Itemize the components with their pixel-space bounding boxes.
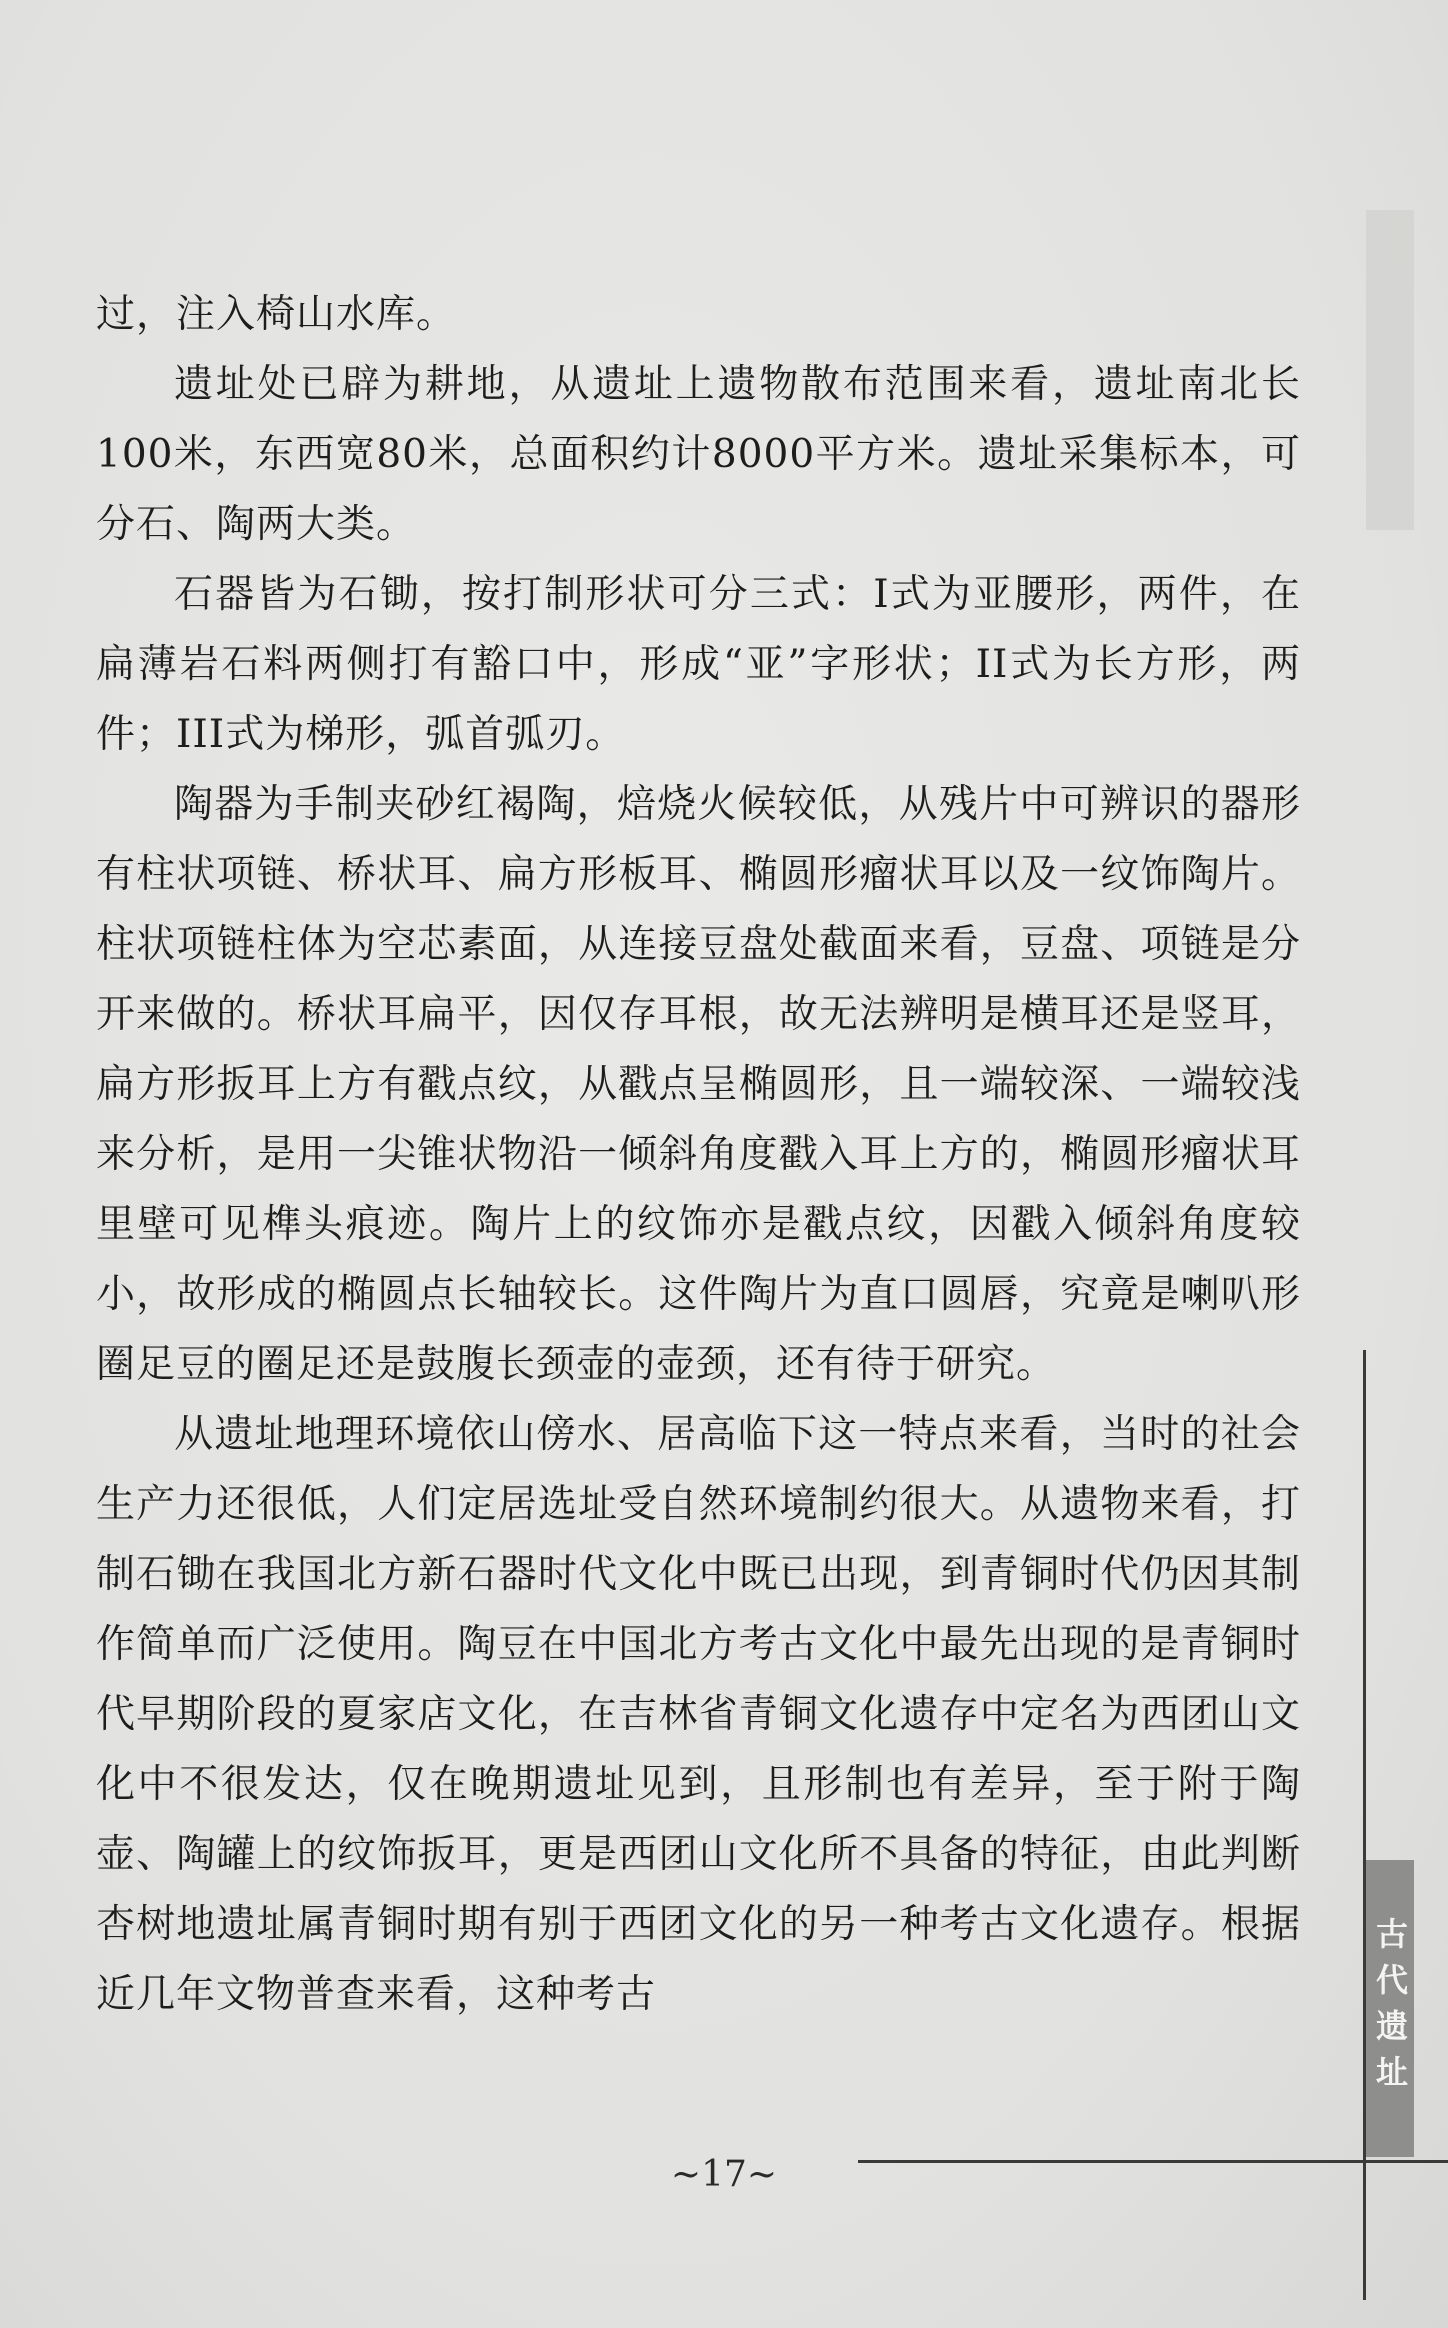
section-tab xyxy=(1366,1860,1414,2157)
paragraph-analysis: 从遗址地理环境依山傍水、居高临下这一特点来看，当时的社会生产力还很低，人们定居选址受自然环境制约很大。从遗物来看，打制石锄在我国北方新石器时代文化中既已出现，到青铜时代仍因其制作简单而广泛使用。陶豆在中国北方考古文化中最先出现的是青铜时代早期阶段的夏家店文化，在吉林省青铜文化遗存中定名为西团山文化中不很发达，仅在晚期遗址见到，且形制也有差异，至于附于陶壶、陶罐上的纹饰扳耳，更是西团山文化所不具备的特征，由此判断杏树地遗址属青铜时期有别于西团文化的另一种考古文化遗存。根据近几年文物普查来看，这种考古 xyxy=(96,1412,1301,2017)
paragraph-stone-tools: 石器皆为石锄，按打制形状可分三式：I式为亚腰形，两件，在扁薄岩石料两侧打有豁口中，形成“亚”字形状；II式为长方形，两件；III式为梯形，弧首弧刃。 xyxy=(96,572,1301,757)
paragraph-site-extent: 遗址处已辟为耕地，从遗址上遗物散布范围来看，遗址南北长100米，东西宽80米，总面积约计8000平方米。遗址采集标本，可分石、陶两大类。 xyxy=(96,362,1301,547)
section-tab-faded xyxy=(1366,210,1414,530)
paragraph-continuation: 过，注入椅山水库。 xyxy=(96,292,457,337)
paragraph-pottery: 陶器为手制夹砂红褐陶，焙烧火候较低，从残片中可辨识的器形有柱状项链、桥状耳、扁方形板耳、椭圆形瘤状耳以及一纹饰陶片。柱状项链柱体为空芯素面，从连接豆盘处截面来看，豆盘、项链是分开来做的。桥状耳扁平，因仅存耳根，故无法辨明是横耳还是竖耳，扁方形扳耳上方有戳点纹，从戳点呈椭圆形，且一端较深、一端较浅来分析，是用一尖锥状物沿一倾斜角度戳入耳上方的，椭圆形瘤状耳里壁可见榫头痕迹。陶片上的纹饰亦是戳点纹，因戳入倾斜角度较小，故形成的椭圆点长轴较长。这件陶片为直口圆唇，究竟是喇叭形圈足豆的圈足还是鼓腹长颈壶的壶颈，还有待于研究。 xyxy=(96,782,1301,1387)
section-tab-label: 古代遗址 xyxy=(1371,1916,1409,2101)
body-text xyxy=(96,280,1301,2030)
page-number: ~17~ xyxy=(670,2154,778,2195)
